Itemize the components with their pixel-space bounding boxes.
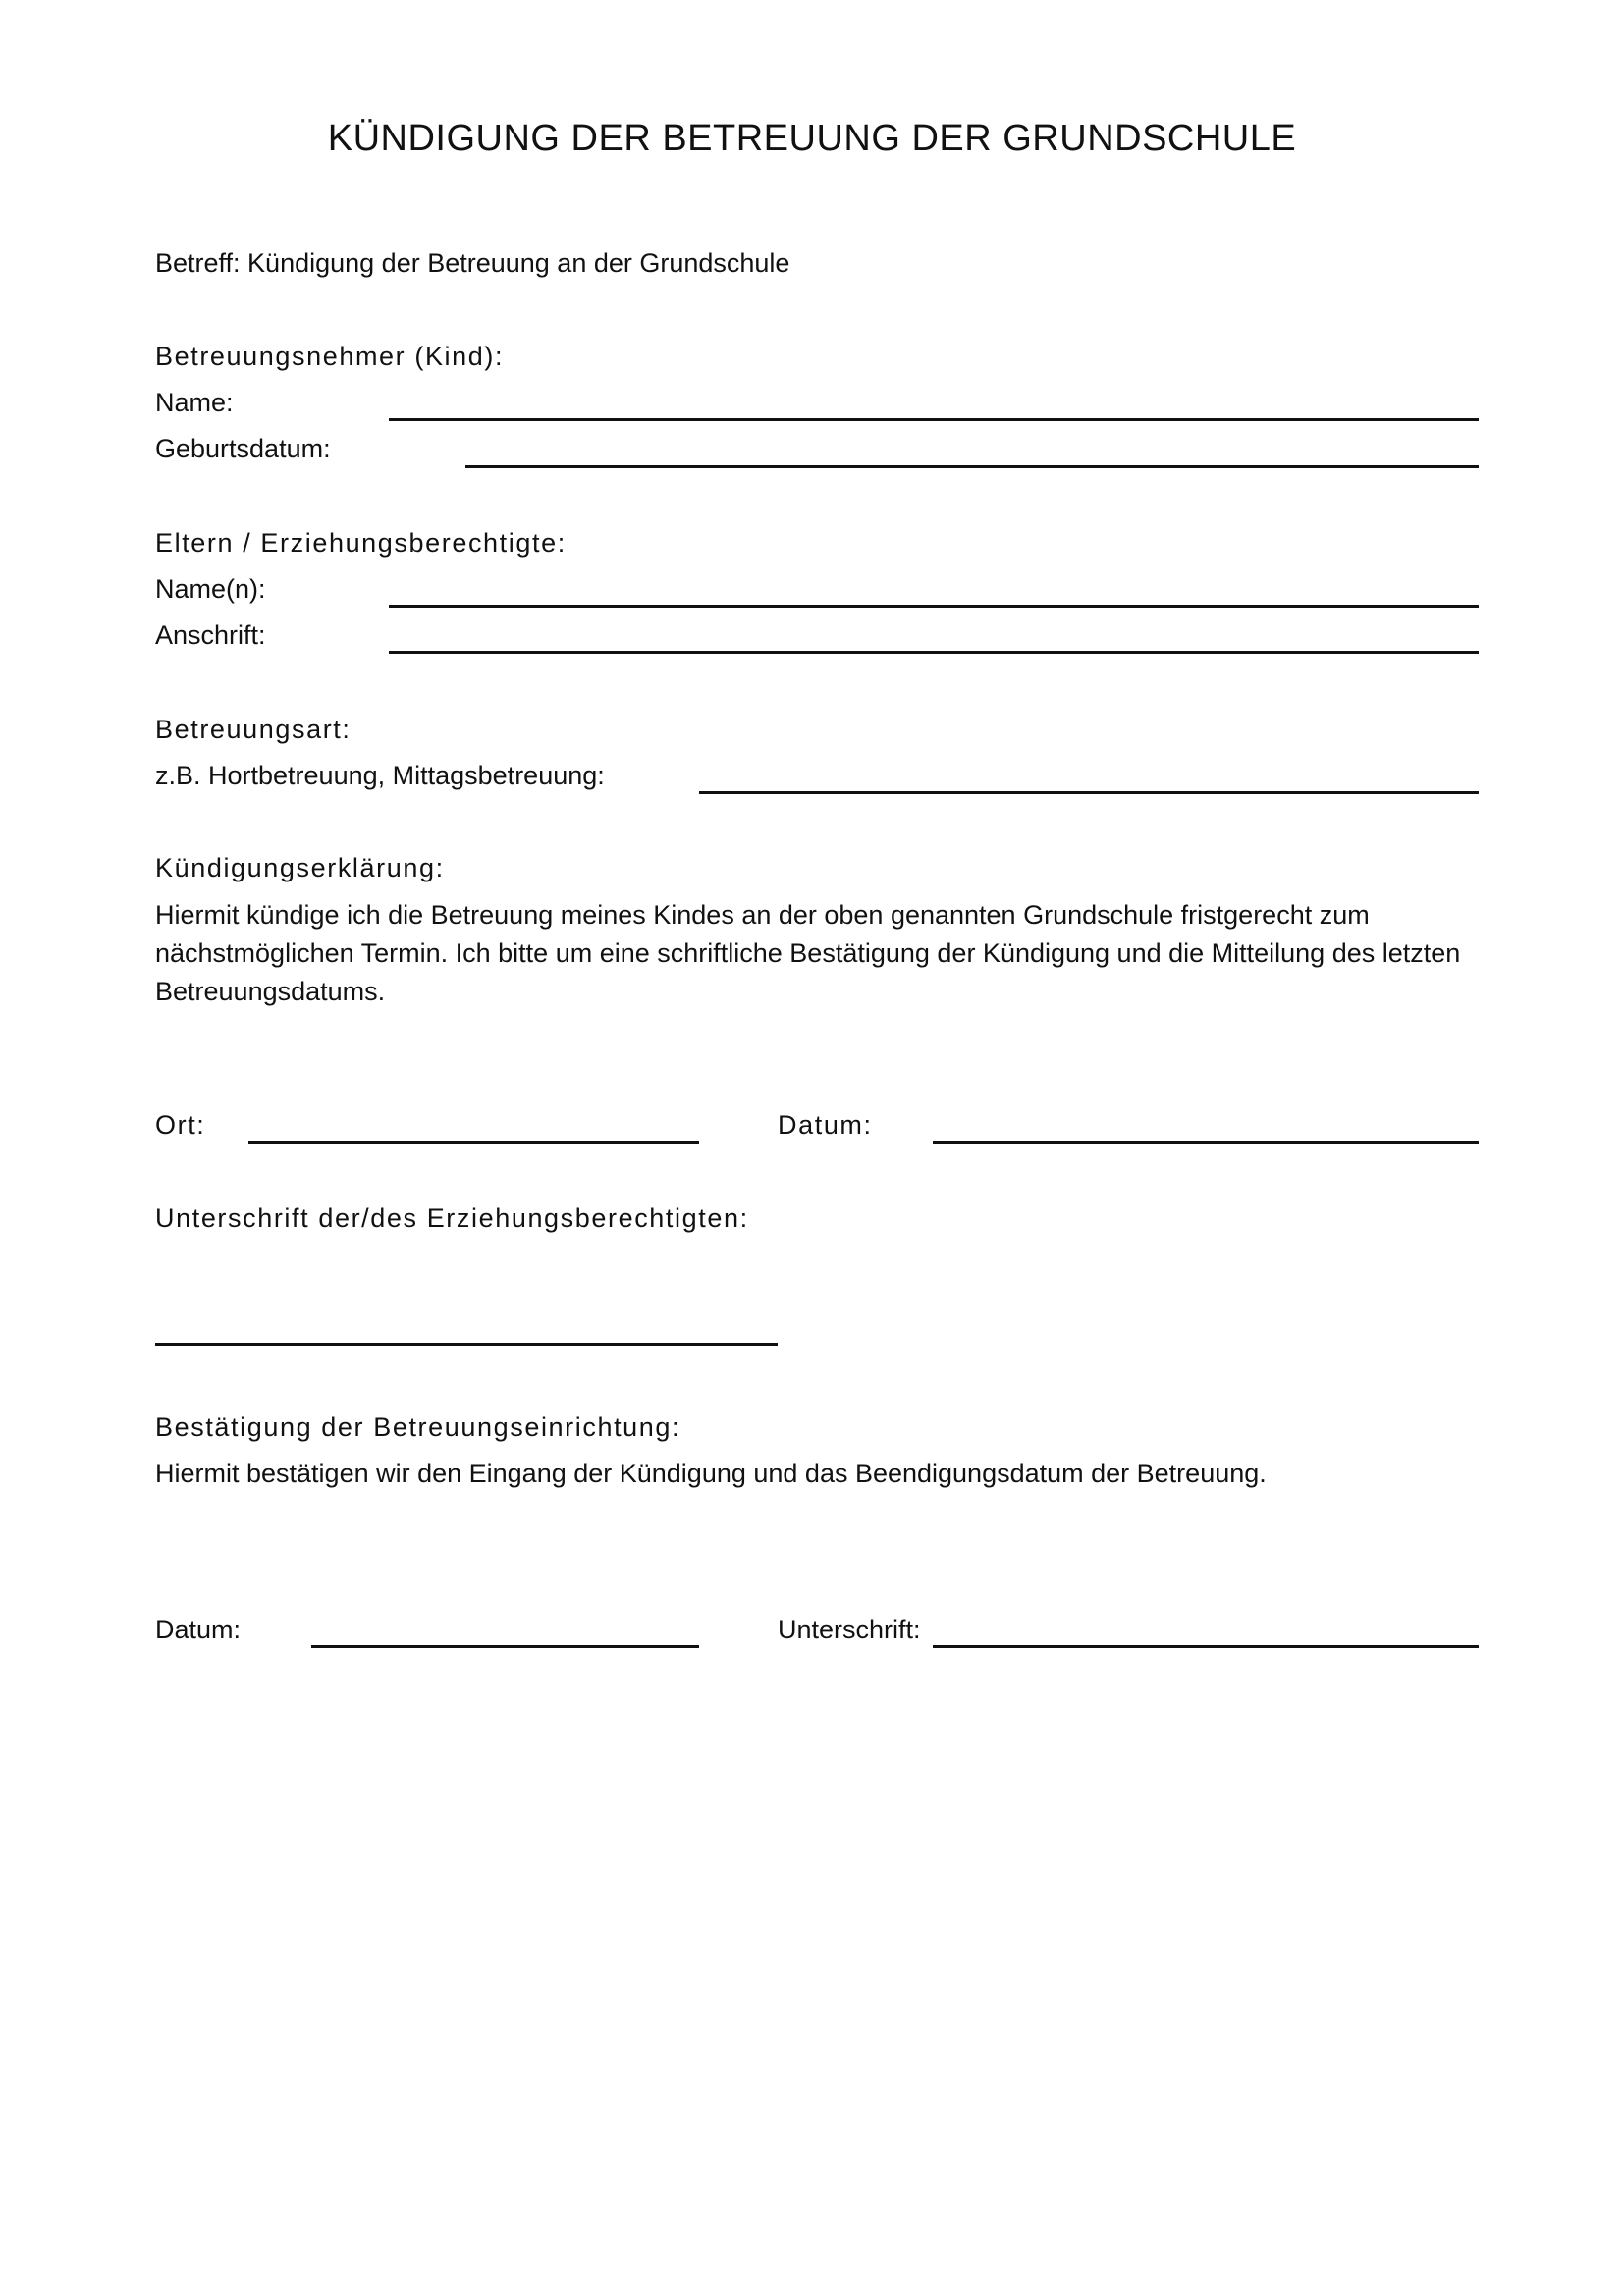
confirmation-signature-label: Unterschrift: <box>778 1615 921 1644</box>
child-birthdate-field[interactable] <box>465 465 1479 468</box>
declaration-section-heading: Kündigungserklärung: <box>155 853 445 882</box>
place-label: Ort: <box>155 1110 206 1140</box>
confirmation-date-label: Datum: <box>155 1615 242 1644</box>
parents-address-field[interactable] <box>389 651 1479 654</box>
care-type-example-label: z.B. Hortbetreuung, Mittagsbetreuung: <box>155 761 605 790</box>
subject-line: Betreff: Kündigung der Betreuung an der Grundschule <box>155 248 790 278</box>
date-field[interactable] <box>933 1141 1479 1144</box>
care-type-section-heading: Betreuungsart: <box>155 715 352 744</box>
confirmation-signature-field[interactable] <box>933 1645 1479 1648</box>
confirmation-date-field[interactable] <box>311 1645 699 1648</box>
confirmation-section-heading: Bestätigung der Betreuungseinrichtung: <box>155 1413 681 1442</box>
parents-address-label: Anschrift: <box>155 620 266 650</box>
parents-names-field[interactable] <box>389 605 1479 608</box>
confirmation-text: Hiermit bestätigen wir den Eingang der Kündigung und das Beendigungsdatum der Betreuung. <box>155 1459 1267 1488</box>
guardian-signature-field[interactable] <box>155 1343 778 1346</box>
declaration-text: Hiermit kündige ich die Betreuung meines Kindes an der oben genannten Grundschule fristgerecht zum nächstmöglichen Termin. Ich bitte um eine schriftliche Bestätigung der Kündigung und die Mitteilung des letzten Betreuungsdatums. <box>155 900 1461 1006</box>
child-section-heading: Betreuungsnehmer (Kind): <box>155 342 505 371</box>
child-name-field[interactable] <box>389 418 1479 421</box>
place-field[interactable] <box>248 1141 699 1144</box>
date-label: Datum: <box>778 1110 873 1140</box>
child-birthdate-label: Geburtsdatum: <box>155 434 331 463</box>
parents-names-label: Name(n): <box>155 574 266 604</box>
document-title: KÜNDIGUNG DER BETREUUNG DER GRUNDSCHULE <box>327 118 1297 159</box>
care-type-field[interactable] <box>699 791 1479 794</box>
child-name-label: Name: <box>155 388 234 417</box>
signature-section-heading: Unterschrift der/des Erziehungsberechtigten: <box>155 1203 749 1233</box>
parents-section-heading: Eltern / Erziehungsberechtigte: <box>155 528 567 558</box>
